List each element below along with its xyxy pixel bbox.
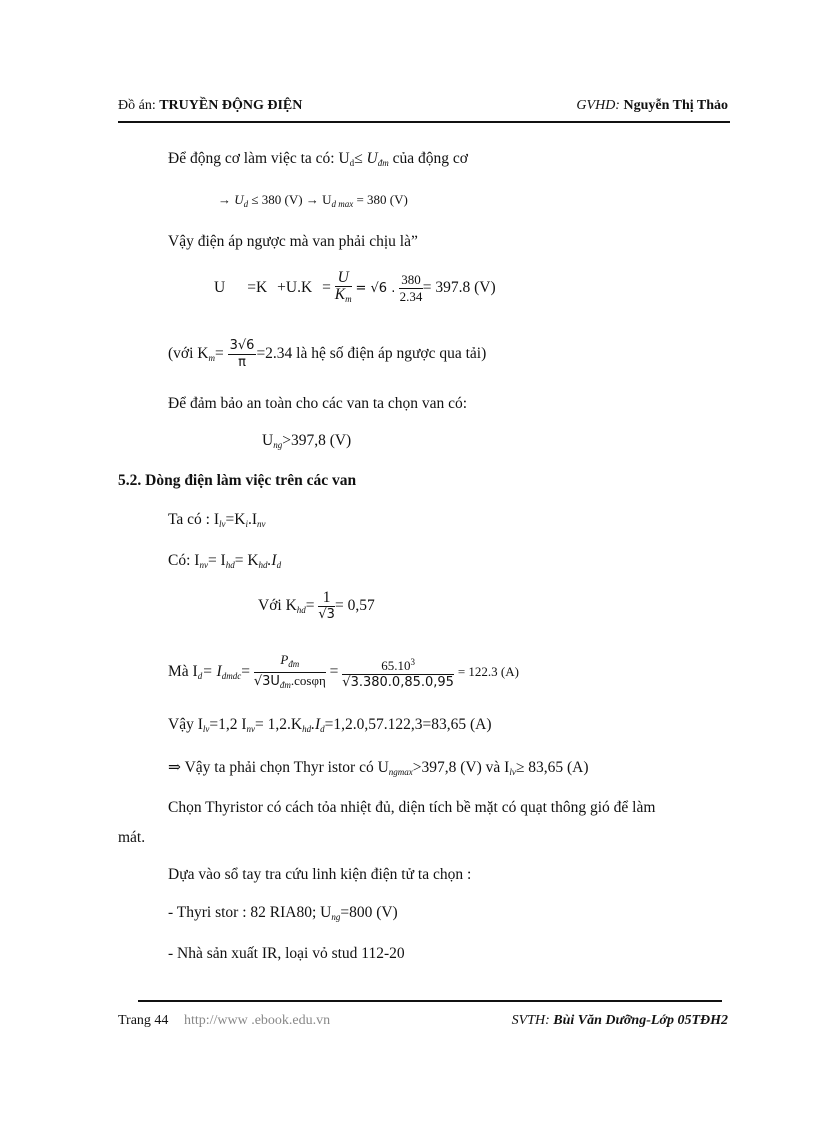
header-project-title: TRUYỀN ĐỘNG ĐIỆN: [159, 98, 303, 113]
text: =800 (V): [340, 904, 398, 921]
text: =: [241, 663, 250, 681]
text: +U.K: [277, 279, 313, 297]
sub: m: [208, 353, 215, 364]
sub: ngmax: [388, 767, 413, 777]
page-number: Trang 44: [118, 1013, 169, 1028]
sub: d: [349, 158, 355, 168]
numerator: U: [335, 270, 352, 287]
line-safety: Để đảm bảo an toàn cho các van ta chọn van có:: [168, 395, 468, 412]
footer-right: [512, 1013, 728, 1029]
sub: d: [243, 199, 249, 209]
text: =2.34 là hệ số điện áp ngược qua tải): [256, 345, 487, 363]
sub: i: [245, 519, 248, 529]
text: =K: [247, 279, 268, 297]
denominator: √3U: [253, 674, 280, 689]
sub: lv: [509, 767, 516, 777]
text: = 0,57: [334, 597, 375, 615]
header-advisor-name: Nguyễn Thị Thảo: [623, 98, 728, 113]
text: = K: [234, 552, 259, 569]
denominator: √3: [318, 607, 335, 622]
numerator: 380: [401, 272, 421, 287]
text: = √6 .: [355, 281, 396, 297]
text: =1,2.0,57.122,3=83,65 (A): [324, 716, 492, 733]
numerator: P: [280, 652, 289, 667]
text: = I: [202, 663, 222, 681]
sub: ng: [331, 912, 341, 922]
footer-left: [118, 1013, 330, 1029]
sub: hd: [225, 560, 235, 570]
text: .I: [247, 511, 257, 528]
header-left: [118, 98, 302, 114]
text: Với K: [258, 597, 297, 615]
text: = 1,2.K: [255, 716, 303, 733]
fraction-pdm: [254, 652, 326, 693]
numerator: 3√6: [229, 338, 255, 353]
line-reverse-voltage-intro: Vậy điện áp ngược mà van phải chịu là”: [168, 233, 418, 250]
text: của động cơ: [388, 150, 468, 167]
line-thyristor-model: [168, 904, 398, 922]
text: .I: [267, 552, 277, 569]
denominator: 2.34: [399, 289, 423, 304]
equation-id: [168, 652, 519, 693]
line-ud-limit: [218, 192, 408, 209]
fraction-numeric: [342, 654, 454, 691]
text: ≥ 83,65 (A): [515, 759, 589, 776]
text: U: [214, 279, 226, 297]
numerator: 65.10: [381, 658, 411, 673]
sub: dmdc: [221, 671, 242, 682]
text: =: [305, 597, 315, 615]
text: Ta có : I: [168, 511, 219, 528]
text: Mà I: [168, 663, 198, 681]
text: =1,2 I: [209, 716, 247, 733]
header-project-label: Đồ án:: [118, 98, 160, 113]
text: ≤ U: [354, 150, 378, 167]
line-ung-choice: [262, 432, 351, 450]
text: >397,8 (V) và I: [412, 759, 510, 776]
fraction-u-over-km: [335, 270, 352, 307]
line-thyristor-requirement: [168, 758, 588, 777]
header-rule: [118, 121, 730, 123]
sub: nv: [257, 519, 266, 529]
sub: đm: [288, 659, 300, 669]
text: =: [214, 345, 224, 363]
text: .I: [311, 716, 321, 733]
line-handbook: Dựa vào sổ tay tra cứu linh kiện điện tử ta chọn :: [168, 866, 472, 883]
sub: lv: [219, 519, 226, 529]
text: =: [322, 279, 331, 297]
footer-author-name: Bùi Văn Dưỡng-Lớp 05TĐH2: [553, 1013, 728, 1028]
line-khd: [258, 590, 375, 623]
text: Có: I: [168, 552, 200, 569]
text: .cosφη: [290, 673, 326, 688]
text: = 122.3 (A): [457, 664, 519, 680]
text: ⇒ Vậy ta phải chọn Thyr istor có U: [168, 759, 389, 776]
text: ≤ 380 (V) → U: [248, 192, 332, 207]
sub: hd: [296, 605, 306, 616]
text: Vậy I: [168, 716, 203, 733]
sub: m: [345, 294, 352, 304]
denominator: K: [334, 286, 346, 303]
text: Để động cơ làm việc ta có: U: [168, 150, 350, 167]
sub: lv: [202, 724, 210, 734]
text: = 380 (V): [353, 192, 408, 207]
line-ilv: [168, 511, 266, 529]
sub: d max: [331, 199, 354, 209]
footer-url: http://www .ebook.edu.vn: [183, 1013, 331, 1028]
text: U: [262, 432, 274, 449]
text: =K: [225, 511, 246, 528]
text: = 397.8 (V): [422, 279, 496, 297]
sub: d: [320, 724, 325, 734]
line-km-definition: [168, 338, 486, 371]
sub: hd: [258, 560, 268, 570]
text: = I: [207, 552, 226, 569]
sub: hd: [302, 724, 312, 734]
text: =: [329, 663, 339, 681]
fraction-3sqrt6-over-pi: [228, 338, 257, 371]
text: >397,8 (V): [282, 432, 352, 449]
sub: ng: [273, 440, 283, 450]
footer-rule: [138, 1000, 722, 1002]
sub: nv: [199, 560, 208, 570]
line-ilv-value: [168, 716, 492, 734]
line-inv: [168, 552, 281, 570]
text: - Thyri stor : 82 RIA80; U: [168, 904, 332, 921]
header-advisor-label: GVHD:: [576, 98, 624, 113]
denominator: π: [238, 355, 246, 370]
section-heading: 5.2. Dòng điện làm việc trên các van: [118, 472, 357, 489]
fraction-1-over-sqrt3: [318, 590, 335, 623]
numerator: 1: [318, 590, 335, 607]
line-motor-condition: [168, 150, 468, 168]
equation-reverse-voltage: [214, 270, 496, 307]
sub: d: [197, 671, 203, 682]
footer-author-label: SVTH:: [511, 1013, 554, 1028]
sub: đm: [279, 680, 291, 690]
fraction-380-over-234: [399, 272, 423, 305]
line-cooling: Chọn Thyristor có cách tỏa nhiệt đủ, diện tích bề mặt có quạt thông gió để làm: [168, 799, 656, 816]
sub: d: [276, 560, 282, 570]
sup: 3: [410, 657, 415, 667]
text: → U: [218, 192, 244, 207]
sub: đm: [377, 158, 389, 168]
text: (với K: [168, 345, 209, 363]
line-cooling-cont: mát.: [118, 829, 146, 846]
header-right: [576, 98, 728, 114]
sub: nv: [246, 724, 256, 734]
denominator: √3.380.0,85.0,95: [342, 675, 454, 690]
line-manufacturer: - Nhà sản xuất IR, loại vỏ stud 112-20: [168, 945, 405, 962]
